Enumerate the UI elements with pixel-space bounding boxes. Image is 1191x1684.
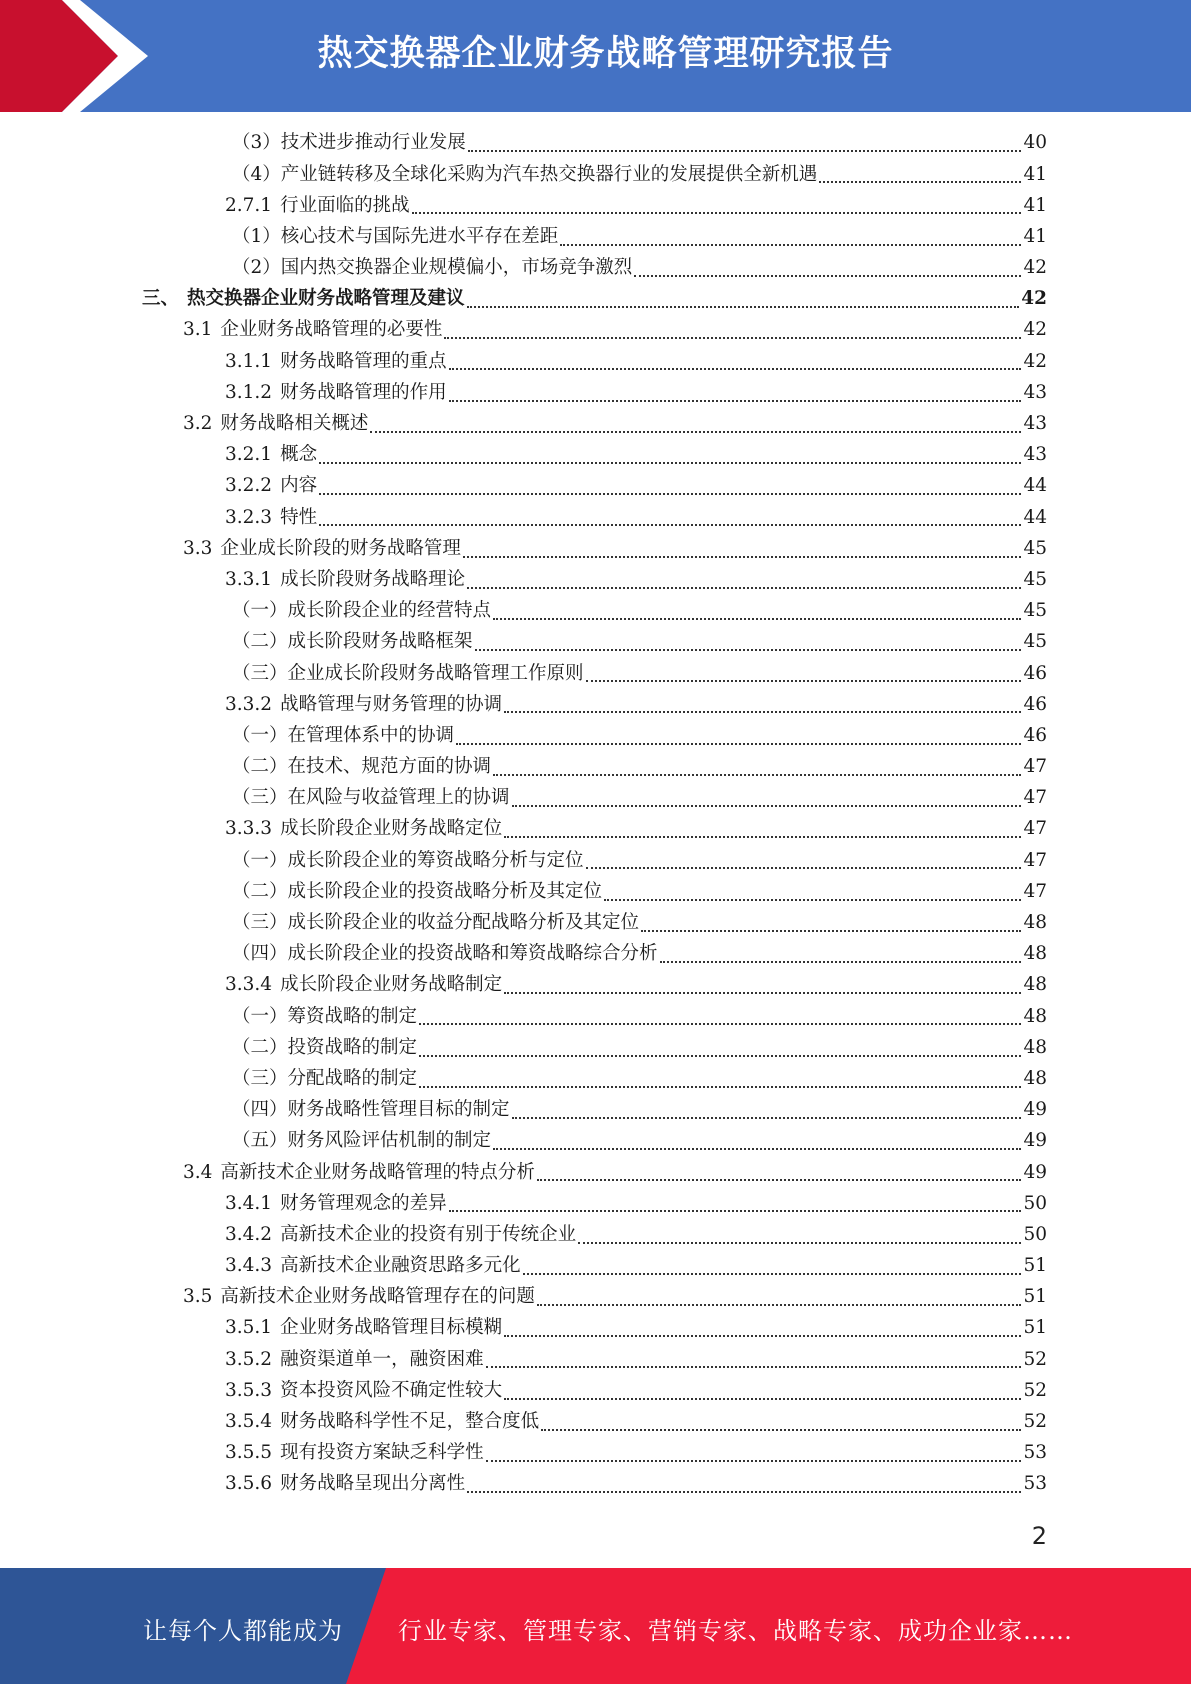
toc-entry-number: 3.5.1: [225, 1317, 273, 1339]
toc-dot-leader: [512, 1116, 1022, 1119]
toc-entry-number: 3.5.2: [225, 1348, 273, 1370]
report-title: 热交换器企业财务战略管理研究报告: [317, 34, 894, 74]
toc-entry-title: 高新技术企业的投资有别于传统企业: [280, 1223, 577, 1245]
toc-entry-title: 现有投资方案缺乏科学性: [280, 1442, 484, 1464]
toc-entry[interactable]: [0, 752, 1191, 783]
toc-entry-title: 筹资战略的制定: [287, 1005, 418, 1027]
toc-entry-page: 48: [1023, 912, 1047, 934]
toc-dot-leader: [419, 1085, 1021, 1088]
toc-entry-page: 49: [1023, 1099, 1047, 1121]
toc-entry[interactable]: [0, 1407, 1191, 1438]
toc-entry-title: 热交换器企业财务战略管理及建议: [187, 288, 465, 310]
toc-dot-leader: [819, 180, 1021, 183]
toc-entry[interactable]: [0, 1282, 1191, 1313]
toc-entry-number: 3.1.1: [225, 350, 273, 372]
toc-entry-title: 财务战略性管理目标的制定: [287, 1099, 510, 1121]
toc-entry[interactable]: [0, 814, 1191, 845]
toc-entry-number: （二）: [232, 880, 288, 902]
toc-entry-number: 3.4.2: [225, 1223, 273, 1245]
toc-entry-title: 财务战略呈现出分离性: [280, 1473, 466, 1495]
toc-dot-leader: [493, 617, 1021, 620]
toc-entry-title: 成长阶段企业财务战略制定: [280, 974, 503, 996]
toc-entry-page: 44: [1023, 506, 1047, 528]
toc-entry-number: 3.5.5: [225, 1442, 273, 1464]
toc-dot-leader: [319, 461, 1021, 464]
toc-dot-leader: [449, 1209, 1022, 1212]
toc-entry-number: 3.3: [183, 537, 213, 559]
toc-entry-title: 投资战略的制定: [287, 1036, 418, 1058]
toc-entry[interactable]: [0, 1064, 1191, 1095]
page-footer: [0, 1568, 1191, 1684]
toc-entry[interactable]: [0, 284, 1191, 315]
toc-entry[interactable]: [0, 1001, 1191, 1032]
toc-dot-leader: [504, 1334, 1021, 1337]
toc-entry[interactable]: [0, 689, 1191, 720]
toc-entry[interactable]: [0, 596, 1191, 627]
toc-dot-leader: [493, 773, 1021, 776]
toc-entry-title: 成长阶段企业的筹资战略分析与定位: [287, 849, 584, 871]
toc-entry[interactable]: [0, 1032, 1191, 1063]
toc-entry-title: 在管理体系中的协调: [287, 724, 455, 746]
toc-entry-page: 45: [1023, 537, 1047, 559]
toc-entry-page: 49: [1023, 1130, 1047, 1152]
toc-entry-title: 财务风险评估机制的制定: [287, 1130, 492, 1152]
toc-entry-page: 47: [1023, 880, 1047, 902]
toc-entry-title: 概念: [280, 444, 318, 466]
toc-entry-title: 企业成长阶段的财务战略管理: [220, 537, 461, 559]
toc-dot-leader: [419, 1054, 1021, 1057]
toc-entry-page: 41: [1023, 225, 1047, 247]
toc-entry[interactable]: [0, 939, 1191, 970]
toc-entry[interactable]: [0, 159, 1191, 190]
toc-entry-page: 47: [1023, 849, 1047, 871]
toc-entry[interactable]: [0, 1344, 1191, 1375]
toc-entry-page: 45: [1023, 568, 1047, 590]
toc-entry[interactable]: [0, 533, 1191, 564]
toc-entry-number: 3.1.2: [225, 381, 273, 403]
toc-entry-title: 成长阶段财务战略框架: [287, 631, 473, 653]
toc-entry-title: 企业财务战略管理目标模糊: [280, 1317, 503, 1339]
toc-entry-page: 48: [1023, 1067, 1047, 1089]
toc-dot-leader: [319, 523, 1021, 526]
toc-entry-number: （2）: [232, 257, 281, 279]
toc-entry-page: 48: [1023, 943, 1047, 965]
toc-entry-number: （3）: [232, 132, 281, 154]
toc-entry-number: （1）: [232, 225, 281, 247]
toc-entry-title: 高新技术企业财务战略管理的特点分析: [220, 1161, 535, 1183]
toc-entry-number: 3.2.3: [225, 506, 273, 528]
toc-entry-number: 3.4.3: [225, 1255, 273, 1277]
toc-entry-title: 成长阶段企业的投资战略分析及其定位: [287, 880, 603, 902]
toc-entry[interactable]: [0, 658, 1191, 689]
toc-entry-page: 52: [1023, 1348, 1047, 1370]
toc-entry-number: 3.3.2: [225, 693, 273, 715]
toc-entry[interactable]: [0, 970, 1191, 1001]
toc-entry-page: 52: [1023, 1379, 1047, 1401]
toc-entry-page: 41: [1023, 163, 1047, 185]
toc-dot-leader: [578, 1241, 1021, 1244]
toc-dot-leader: [541, 1428, 1021, 1431]
toc-dot-leader: [449, 367, 1022, 370]
toc-dot-leader: [537, 1303, 1022, 1306]
toc-entry-title: 技术进步推动行业发展: [280, 132, 466, 154]
toc-entry-title: 成长阶段企业的收益分配战略分析及其定位: [287, 912, 640, 934]
toc-entry-page: 45: [1023, 631, 1047, 653]
toc-entry[interactable]: [0, 315, 1191, 346]
toc-entry-page: 51: [1023, 1286, 1047, 1308]
toc-dot-leader: [370, 430, 1021, 433]
toc-entry-page: 42: [1023, 319, 1047, 341]
toc-dot-leader: [456, 742, 1021, 745]
toc-entry-number: （三）: [232, 912, 288, 934]
toc-entry[interactable]: [0, 253, 1191, 284]
toc-dot-leader: [604, 898, 1021, 901]
toc-entry[interactable]: [0, 346, 1191, 377]
toc-dot-leader: [467, 305, 1020, 308]
toc-dot-leader: [444, 336, 1021, 339]
toc-entry[interactable]: [0, 471, 1191, 502]
toc-entry[interactable]: [0, 627, 1191, 658]
toc-entry-title: 高新技术企业财务战略管理存在的问题: [220, 1286, 535, 1308]
toc-entry-page: 51: [1023, 1255, 1047, 1277]
toc-entry-number: 3.3.3: [225, 818, 273, 840]
toc-entry-page: 48: [1023, 1036, 1047, 1058]
toc-entry-page: 53: [1023, 1442, 1047, 1464]
toc-entry-title: 成长阶段企业财务战略定位: [280, 818, 503, 840]
toc-entry-title: 行业面临的挑战: [280, 194, 410, 216]
toc-entry[interactable]: [0, 565, 1191, 596]
toc-entry[interactable]: [0, 440, 1191, 471]
toc-entry-number: 3.2.2: [225, 475, 273, 497]
toc-entry-title: 在技术、规范方面的协调: [287, 756, 492, 778]
toc-entry-page: 45: [1023, 600, 1047, 622]
toc-entry-number: 3.5.3: [225, 1379, 273, 1401]
toc-dot-leader: [504, 1397, 1021, 1400]
toc-entry-title: 资本投资风险不确定性较大: [280, 1379, 503, 1401]
footer-slogan-right: 行业专家、管理专家、营销专家、战略专家、成功企业家……: [398, 1617, 1073, 1645]
toc-entry-page: 43: [1023, 444, 1047, 466]
toc-entry-number: （一）: [232, 724, 288, 746]
toc-entry[interactable]: [0, 1126, 1191, 1157]
toc-dot-leader: [560, 243, 1021, 246]
toc-dot-leader: [463, 555, 1022, 558]
toc-entry-title: 核心技术与国际先进水平存在差距: [280, 225, 559, 247]
toc-dot-leader: [467, 586, 1021, 589]
toc-entry-page: 49: [1023, 1161, 1047, 1183]
toc-entry-number: （一）: [232, 600, 288, 622]
toc-entry-number: 3.2.1: [225, 444, 273, 466]
toc-entry-title: 企业财务战略管理的必要性: [220, 319, 443, 341]
toc-entry-number: （二）: [232, 756, 288, 778]
toc-entry-number: （四）: [232, 1099, 288, 1121]
toc-entry-title: 财务战略管理的作用: [280, 381, 447, 403]
toc-entry-page: 44: [1023, 475, 1047, 497]
toc-dot-leader: [412, 211, 1022, 214]
toc-entry[interactable]: [0, 1251, 1191, 1282]
toc-entry-number: 3.2: [183, 413, 213, 435]
toc-entry-page: 41: [1023, 194, 1047, 216]
toc-dot-leader: [586, 866, 1022, 869]
toc-entry-number: （4）: [232, 163, 281, 185]
toc-entry-page: 46: [1023, 724, 1047, 746]
toc-entry[interactable]: [0, 1469, 1191, 1500]
toc-entry[interactable]: [0, 222, 1191, 253]
toc-dot-leader: [468, 149, 1022, 152]
toc-entry[interactable]: [0, 502, 1191, 533]
toc-entry-title: 财务战略科学性不足，整合度低: [280, 1411, 540, 1433]
toc-entry-number: 3.1: [183, 319, 213, 341]
toc-entry[interactable]: [0, 190, 1191, 221]
toc-entry-page: 46: [1023, 662, 1047, 684]
page-header: [0, 0, 1191, 112]
toc-dot-leader: [523, 1272, 1022, 1275]
toc-dot-leader: [586, 679, 1022, 682]
toc-entry-number: （五）: [232, 1130, 288, 1152]
toc-entry-number: 3.4: [183, 1161, 213, 1183]
toc-entry-title: 高新技术企业融资思路多元化: [280, 1255, 521, 1277]
toc-entry-title: 战略管理与财务管理的协调: [280, 693, 503, 715]
toc-entry[interactable]: [0, 1376, 1191, 1407]
toc-entry-page: 46: [1023, 693, 1047, 715]
toc-entry[interactable]: [0, 1220, 1191, 1251]
toc-entry[interactable]: [0, 409, 1191, 440]
toc-entry[interactable]: [0, 783, 1191, 814]
toc-entry[interactable]: [0, 1313, 1191, 1344]
toc-entry-page: 48: [1023, 1005, 1047, 1027]
toc-dot-leader: [467, 1490, 1021, 1493]
toc-entry-number: 3.3.1: [225, 568, 273, 590]
toc-entry-number: 3.4.1: [225, 1192, 273, 1214]
toc-dot-leader: [486, 1459, 1022, 1462]
toc-entry-title: 成长阶段企业的投资战略和筹资战略综合分析: [287, 943, 658, 965]
toc-entry-number: 2.7.1: [225, 194, 273, 216]
toc-entry-number: 3.5.6: [225, 1473, 273, 1495]
toc-entry-page: 47: [1023, 818, 1047, 840]
toc-dot-leader: [493, 1147, 1021, 1150]
toc-entry-number: 三、: [142, 288, 180, 310]
toc-dot-leader: [641, 929, 1021, 932]
footer-slogan-left: 让每个人都能成为: [143, 1617, 343, 1645]
toc-entry-number: （三）: [232, 662, 288, 684]
toc-dot-leader: [475, 648, 1022, 651]
toc-entry-number: （三）: [232, 1067, 288, 1089]
toc-entry-page: 50: [1023, 1223, 1047, 1245]
toc-entry-title: 融资渠道单一，融资困难: [280, 1348, 484, 1370]
toc-entry[interactable]: [0, 1438, 1191, 1469]
toc-dot-leader: [504, 710, 1021, 713]
toc-entry-title: 内容: [280, 475, 318, 497]
toc-entry[interactable]: [0, 908, 1191, 939]
toc-entry[interactable]: [0, 128, 1191, 159]
toc-dot-leader: [504, 835, 1021, 838]
toc-entry-title: 财务战略管理的重点: [280, 350, 447, 372]
toc-entry-page: 51: [1023, 1317, 1047, 1339]
toc-dot-leader: [486, 1365, 1022, 1368]
toc-entry-page: 43: [1023, 413, 1047, 435]
toc-entry-title: 国内热交换器企业规模偏小，市场竞争激烈: [280, 257, 633, 279]
toc-entry-page: 53: [1023, 1473, 1047, 1495]
toc-entry-number: （一）: [232, 849, 288, 871]
toc-entry-number: （二）: [232, 631, 288, 653]
toc-dot-leader: [449, 399, 1022, 402]
toc-entry-page: 48: [1023, 974, 1047, 996]
toc-entry-page: 47: [1023, 756, 1047, 778]
toc-entry[interactable]: [0, 1188, 1191, 1219]
toc-dot-leader: [537, 1178, 1022, 1181]
toc-entry[interactable]: [0, 721, 1191, 752]
toc-entry[interactable]: [0, 845, 1191, 876]
toc-entry-title: 产业链转移及全球化采购为汽车热交换器行业的发展提供全新机遇: [280, 163, 818, 185]
toc-entry[interactable]: [0, 1095, 1191, 1126]
toc-dot-leader: [634, 274, 1021, 277]
toc-entry-page: 42: [1023, 350, 1047, 372]
toc-entry-title: 企业成长阶段财务战略管理工作原则: [287, 662, 584, 684]
toc-dot-leader: [504, 991, 1021, 994]
toc-entry-page: 47: [1023, 787, 1047, 809]
toc-entry-number: 3.5: [183, 1286, 213, 1308]
toc-entry-title: 财务管理观念的差异: [280, 1192, 447, 1214]
toc-entry-number: （四）: [232, 943, 288, 965]
toc-entry-number: （一）: [232, 1005, 288, 1027]
toc-entry[interactable]: [0, 378, 1191, 409]
toc-entry-title: 财务战略相关概述: [220, 413, 369, 435]
toc-entry-number: （三）: [232, 787, 288, 809]
toc-entry-page: 42: [1023, 257, 1047, 279]
toc-entry-title: 成长阶段财务战略理论: [280, 568, 466, 590]
toc-entry-number: 3.5.4: [225, 1411, 273, 1433]
page-number: 2: [1031, 1522, 1047, 1550]
toc-entry-number: 3.3.4: [225, 974, 273, 996]
table-of-contents: [0, 128, 1191, 1500]
toc-entry[interactable]: [0, 877, 1191, 908]
toc-entry-page: 50: [1023, 1192, 1047, 1214]
toc-entry-page: 40: [1023, 132, 1047, 154]
toc-entry-number: （二）: [232, 1036, 288, 1058]
toc-entry-title: 特性: [280, 506, 318, 528]
toc-dot-leader: [660, 960, 1022, 963]
toc-entry-title: 分配战略的制定: [287, 1067, 418, 1089]
toc-entry-title: 成长阶段企业的经营特点: [287, 600, 492, 622]
toc-dot-leader: [319, 492, 1021, 495]
toc-entry-page: 42: [1021, 288, 1047, 310]
toc-entry[interactable]: [0, 1157, 1191, 1188]
toc-entry-title: 在风险与收益管理上的协调: [287, 787, 510, 809]
toc-dot-leader: [419, 1022, 1021, 1025]
toc-dot-leader: [512, 804, 1022, 807]
toc-entry-page: 52: [1023, 1411, 1047, 1433]
toc-entry-page: 43: [1023, 381, 1047, 403]
